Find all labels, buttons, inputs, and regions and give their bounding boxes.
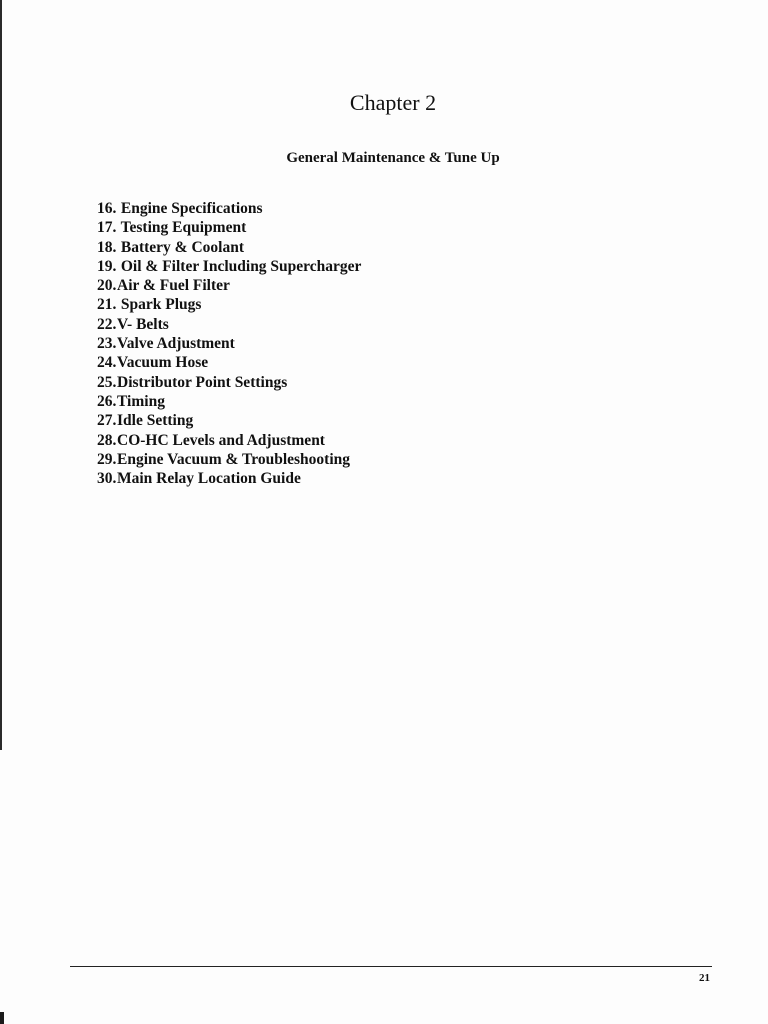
toc-item-number: 20.: [97, 277, 117, 295]
toc-item-number: 19.: [97, 257, 117, 275]
toc-item-label: Vacuum Hose: [117, 354, 209, 372]
toc-item: [97, 199, 361, 218]
toc-item-number: 22.: [97, 315, 117, 333]
toc-item: [97, 334, 361, 353]
toc-item-label: Main Relay Location Guide: [117, 470, 301, 488]
toc-item: [97, 257, 361, 276]
toc-item: [97, 315, 361, 334]
page-number: 21: [699, 972, 710, 984]
toc-item-label: CO-HC Levels and Adjustment: [117, 431, 325, 449]
toc-item: [97, 469, 361, 488]
toc-item-number: 26.: [97, 392, 117, 410]
toc-item: [97, 411, 361, 430]
toc-item: [97, 392, 361, 411]
toc-item-label: Spark Plugs: [120, 296, 202, 314]
toc-item: [97, 276, 361, 295]
toc-item-label: Battery & Coolant: [120, 238, 244, 256]
toc-item: [97, 353, 361, 372]
toc-item-label: Valve Adjustment: [117, 335, 235, 353]
toc-item-number: 27.: [97, 412, 117, 430]
toc-item-number: 28.: [97, 431, 117, 449]
toc-item-number: 30.: [97, 470, 117, 488]
chapter-title: Chapter 2: [349, 90, 437, 115]
toc-item-label: Distributor Point Settings: [117, 373, 288, 391]
toc-item-number: 21.: [97, 296, 117, 314]
toc-item-label: Testing Equipment: [120, 219, 247, 237]
section-title: General Maintenance & Tune Up: [286, 150, 500, 166]
toc-item-number: 18.: [97, 238, 117, 256]
toc-item: [97, 431, 361, 450]
toc-item-number: 17.: [97, 219, 117, 237]
toc-item-label: Oil & Filter Including Supercharger: [120, 257, 362, 275]
toc-item-number: 25.: [97, 373, 117, 391]
toc-item-number: 29.: [97, 450, 117, 468]
toc-item-label: Air & Fuel Filter: [117, 277, 230, 295]
table-of-contents: [97, 199, 361, 488]
scan-mark: [0, 1012, 4, 1024]
toc-item-number: 23.: [97, 335, 117, 353]
toc-item: [97, 450, 361, 469]
toc-item: [97, 238, 361, 257]
toc-item-label: Timing: [117, 392, 165, 410]
toc-item-number: 24.: [97, 354, 117, 372]
toc-item-label: Idle Setting: [117, 412, 194, 430]
toc-item-label: Engine Vacuum & Troubleshooting: [117, 450, 350, 468]
toc-item-label: V- Belts: [117, 315, 169, 333]
footer-divider: [70, 966, 712, 967]
toc-item: [97, 373, 361, 392]
toc-item-number: 16.: [97, 200, 117, 217]
toc-item: [97, 218, 361, 237]
toc-item-label: Engine Specifications: [120, 200, 263, 217]
toc-item: [97, 295, 361, 314]
